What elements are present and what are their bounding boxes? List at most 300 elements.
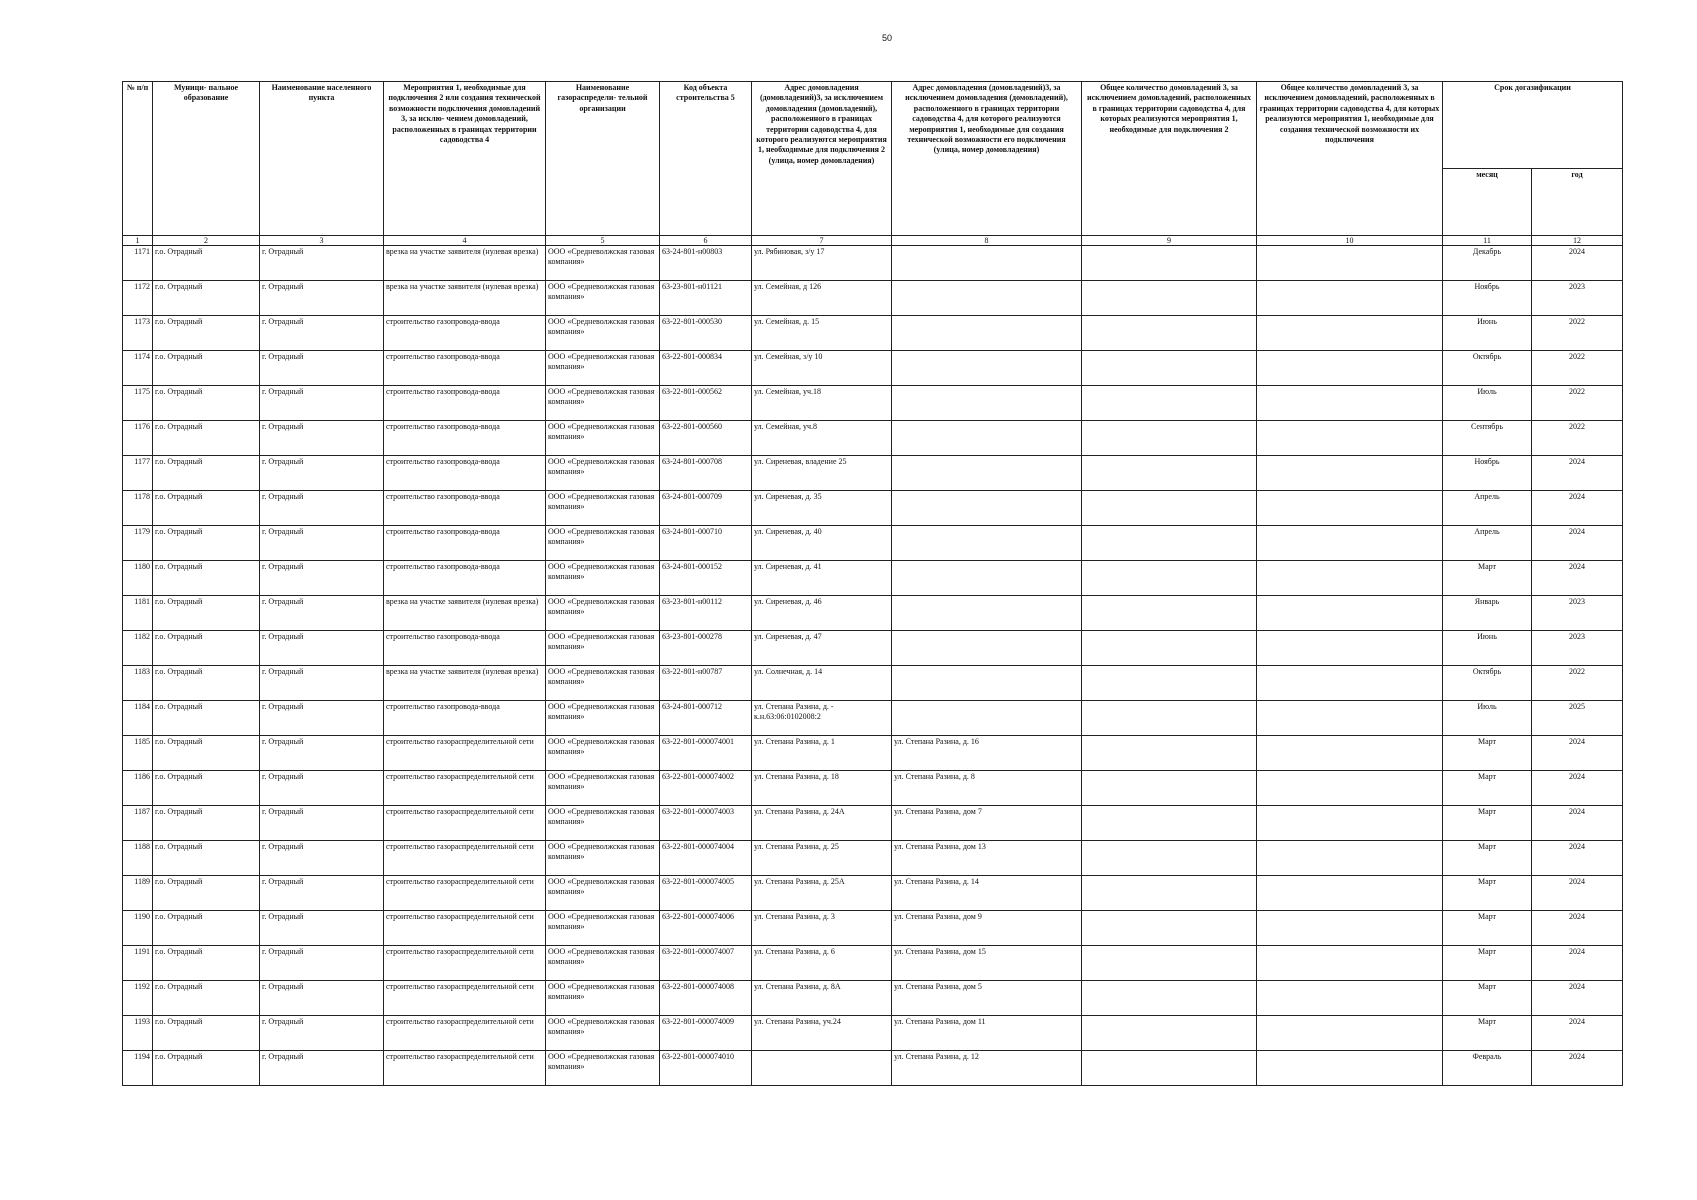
cell-month: Июль [1443,386,1532,421]
cell-measure: врезка на участке заявителя (нулевая врезка) [384,246,546,281]
cell-address-technical: ул. Степана Разина, д. 16 [892,736,1082,771]
cell-address-technical: ул. Степана Разина, дом 15 [892,946,1082,981]
cell-month: Сентябрь [1443,421,1532,456]
cell-count-technical [1257,351,1443,386]
cell-address-technical [892,491,1082,526]
cell-count-technical [1257,456,1443,491]
cell-settlement: г. Отрадный [260,841,384,876]
cell-address-connection: ул. Семейная, уч.8 [752,421,892,456]
cell-object-code: 63-22-801-000074010 [660,1051,752,1086]
table-row [123,806,1623,841]
cell-settlement: г. Отрадный [260,456,384,491]
cell-row-number: 1176 [123,421,153,456]
cell-month: Июнь [1443,631,1532,666]
cell-measure: строительство газораспределительной сети [384,806,546,841]
cell-settlement: г. Отрадный [260,806,384,841]
cell-settlement: г. Отрадный [260,981,384,1016]
cell-address-technical [892,316,1082,351]
cell-year: 2024 [1532,246,1623,281]
cell-row-number: 1171 [123,246,153,281]
cell-settlement: г. Отрадный [260,701,384,736]
cell-object-code: 63-22-801-000074001 [660,736,752,771]
table-row [123,771,1623,806]
cell-count-technical [1257,596,1443,631]
column-number: 3 [260,236,384,246]
cell-address-technical: ул. Степана Разина, дом 13 [892,841,1082,876]
cell-row-number: 1174 [123,351,153,386]
cell-count-technical [1257,946,1443,981]
cell-count-technical [1257,841,1443,876]
cell-organization: ООО «Средневолжская газовая компания» [546,1051,660,1086]
cell-row-number: 1194 [123,1051,153,1086]
cell-object-code: 63-22-801-000074003 [660,806,752,841]
cell-municipality: г.о. Отрадный [153,456,260,491]
cell-measure: строительство газопровода-ввода [384,631,546,666]
cell-address-connection: ул. Сиреневая, д. 35 [752,491,892,526]
cell-row-number: 1189 [123,876,153,911]
table-row [123,981,1623,1016]
cell-count-technical [1257,666,1443,701]
cell-year: 2024 [1532,1016,1623,1051]
cell-address-technical [892,386,1082,421]
cell-count-connection [1082,1016,1257,1051]
cell-month: Ноябрь [1443,456,1532,491]
cell-address-connection: ул. Сиреневая, д. 46 [752,596,892,631]
cell-month: Март [1443,736,1532,771]
cell-address-technical [892,561,1082,596]
cell-count-connection [1082,491,1257,526]
cell-address-connection: ул. Степана Разина, д. 1 [752,736,892,771]
cell-count-connection [1082,666,1257,701]
cell-month: Апрель [1443,526,1532,561]
header-settlement: Наименование населенного пункта [260,82,384,236]
header-count-connection: Общее количество домовладений 3, за исключением домовладений, расположенных в границах территории садоводства 4, для которых реализуются мероприятия 1, необходимые для подключения 2 [1082,82,1257,236]
cell-row-number: 1192 [123,981,153,1016]
cell-measure: строительство газопровода-ввода [384,701,546,736]
cell-object-code: 63-24-801-000710 [660,526,752,561]
cell-organization: ООО «Средневолжская газовая компания» [546,561,660,596]
cell-address-connection: ул. Сиреневая, д. 41 [752,561,892,596]
cell-count-technical [1257,526,1443,561]
cell-measure: строительство газопровода-ввода [384,351,546,386]
cell-municipality: г.о. Отрадный [153,351,260,386]
cell-settlement: г. Отрадный [260,771,384,806]
cell-month: Март [1443,806,1532,841]
cell-row-number: 1190 [123,911,153,946]
cell-count-technical [1257,981,1443,1016]
cell-address-connection: ул. Степана Разина, уч.24 [752,1016,892,1051]
cell-organization: ООО «Средневолжская газовая компания» [546,281,660,316]
cell-address-connection: ул. Степана Разина, д. 24А [752,806,892,841]
cell-address-technical [892,701,1082,736]
cell-settlement: г. Отрадный [260,1051,384,1086]
cell-month: Март [1443,946,1532,981]
cell-row-number: 1180 [123,561,153,596]
cell-organization: ООО «Средневолжская газовая компания» [546,596,660,631]
cell-municipality: г.о. Отрадный [153,491,260,526]
cell-address-technical: ул. Степана Разина, д. 8 [892,771,1082,806]
table-row [123,561,1623,596]
table-row [123,736,1623,771]
table-header [123,82,1623,246]
cell-year: 2023 [1532,631,1623,666]
cell-address-technical: ул. Степана Разина, д. 12 [892,1051,1082,1086]
cell-address-technical [892,526,1082,561]
cell-year: 2024 [1532,491,1623,526]
cell-count-connection [1082,351,1257,386]
cell-address-connection: ул. Семейная, уч.18 [752,386,892,421]
cell-measure: строительство газопровода-ввода [384,421,546,456]
cell-count-connection [1082,596,1257,631]
cell-address-technical [892,596,1082,631]
cell-count-technical [1257,631,1443,666]
cell-organization: ООО «Средневолжская газовая компания» [546,491,660,526]
column-number: 10 [1257,236,1443,246]
cell-address-technical: ул. Степана Разина, д. 14 [892,876,1082,911]
cell-month: Апрель [1443,491,1532,526]
cell-address-connection: ул. Степана Разина, д. 6 [752,946,892,981]
table-row [123,491,1623,526]
cell-measure: строительство газораспределительной сети [384,736,546,771]
cell-address-technical [892,246,1082,281]
cell-count-connection [1082,876,1257,911]
page-number: 50 [881,33,892,43]
cell-row-number: 1183 [123,666,153,701]
cell-address-technical [892,281,1082,316]
cell-settlement: г. Отрадный [260,421,384,456]
cell-municipality: г.о. Отрадный [153,526,260,561]
cell-address-connection: ул. Семейная, д. 15 [752,316,892,351]
cell-count-connection [1082,701,1257,736]
cell-year: 2022 [1532,316,1623,351]
cell-address-connection: ул. Сиреневая, д. 47 [752,631,892,666]
cell-row-number: 1177 [123,456,153,491]
cell-year: 2024 [1532,456,1623,491]
table-row [123,316,1623,351]
cell-municipality: г.о. Отрадный [153,806,260,841]
cell-count-connection [1082,631,1257,666]
cell-organization: ООО «Средневолжская газовая компания» [546,246,660,281]
cell-year: 2024 [1532,806,1623,841]
cell-object-code: 63-22-801-000562 [660,386,752,421]
cell-address-connection: ул. Степана Разина, д. - к.н.63:06:0102008:2 [752,701,892,736]
cell-object-code: 63-22-801-000074004 [660,841,752,876]
cell-organization: ООО «Средневолжская газовая компания» [546,701,660,736]
cell-measure: врезка на участке заявителя (нулевая врезка) [384,666,546,701]
cell-organization: ООО «Средневолжская газовая компания» [546,421,660,456]
cell-municipality: г.о. Отрадный [153,316,260,351]
cell-count-technical [1257,561,1443,596]
cell-row-number: 1181 [123,596,153,631]
cell-year: 2024 [1532,561,1623,596]
cell-month: Март [1443,1016,1532,1051]
table-row [123,876,1623,911]
cell-object-code: 63-22-801-000074002 [660,771,752,806]
cell-measure: строительство газораспределительной сети [384,946,546,981]
column-number: 6 [660,236,752,246]
cell-municipality: г.о. Отрадный [153,666,260,701]
cell-measure: строительство газораспределительной сети [384,876,546,911]
cell-object-code: 63-23-801-н00112 [660,596,752,631]
cell-year: 2022 [1532,351,1623,386]
header-address-connection: Адрес домовладения (домовладений)3, за исключением домовладения (домовладений), расположенного в границах территории садоводства 4, для которого реализуются мероприятия 1, необходимые для подключения 2 (улица, номер домовладения) [752,82,892,236]
cell-year: 2024 [1532,981,1623,1016]
cell-count-connection [1082,911,1257,946]
column-number: 9 [1082,236,1257,246]
cell-municipality: г.о. Отрадный [153,631,260,666]
cell-municipality: г.о. Отрадный [153,876,260,911]
cell-measure: строительство газопровода-ввода [384,386,546,421]
cell-count-technical [1257,246,1443,281]
cell-object-code: 63-22-801-н00787 [660,666,752,701]
cell-month: Февраль [1443,1051,1532,1086]
cell-settlement: г. Отрадный [260,246,384,281]
column-number: 1 [123,236,153,246]
cell-organization: ООО «Средневолжская газовая компания» [546,386,660,421]
cell-measure: врезка на участке заявителя (нулевая врезка) [384,596,546,631]
cell-municipality: г.о. Отрадный [153,736,260,771]
cell-count-technical [1257,911,1443,946]
cell-count-technical [1257,806,1443,841]
cell-object-code: 63-22-801-000074008 [660,981,752,1016]
cell-object-code: 63-22-801-000530 [660,316,752,351]
cell-count-connection [1082,456,1257,491]
table-body [123,246,1623,1086]
column-number: 2 [153,236,260,246]
cell-address-technical [892,421,1082,456]
cell-count-connection [1082,526,1257,561]
cell-settlement: г. Отрадный [260,351,384,386]
cell-address-technical: ул. Степана Разина, дом 9 [892,911,1082,946]
cell-organization: ООО «Средневолжская газовая компания» [546,841,660,876]
table-row [123,421,1623,456]
cell-measure: строительство газораспределительной сети [384,911,546,946]
cell-count-technical [1257,876,1443,911]
cell-address-technical [892,666,1082,701]
table-row [123,456,1623,491]
cell-row-number: 1173 [123,316,153,351]
cell-object-code: 63-24-801-000152 [660,561,752,596]
column-number: 12 [1532,236,1623,246]
cell-organization: ООО «Средневолжская газовая компания» [546,316,660,351]
cell-address-connection: ул. Степана Разина, д. 3 [752,911,892,946]
cell-measure: врезка на участке заявителя (нулевая врезка) [384,281,546,316]
cell-organization: ООО «Средневолжская газовая компания» [546,981,660,1016]
table-row [123,386,1623,421]
cell-object-code: 63-22-801-000834 [660,351,752,386]
cell-row-number: 1179 [123,526,153,561]
cell-address-connection: ул. Сиреневая, д. 40 [752,526,892,561]
cell-measure: строительство газораспределительной сети [384,981,546,1016]
cell-address-technical [892,351,1082,386]
cell-count-connection [1082,771,1257,806]
cell-year: 2024 [1532,876,1623,911]
cell-year: 2023 [1532,596,1623,631]
cell-year: 2024 [1532,526,1623,561]
cell-settlement: г. Отрадный [260,491,384,526]
cell-count-technical [1257,281,1443,316]
header-organization: Наименование газораспредели- тельной организации [546,82,660,236]
header-count-technical: Общее количество домовладений 3, за исключением домовладений, расположенных в границах территории садоводства 4, для которых реализуются мероприятия 1, необходимые для создания технической возможности их подключения [1257,82,1443,236]
cell-count-technical [1257,421,1443,456]
cell-row-number: 1188 [123,841,153,876]
cell-municipality: г.о. Отрадный [153,596,260,631]
cell-object-code: 63-23-801-н01121 [660,281,752,316]
cell-municipality: г.о. Отрадный [153,981,260,1016]
cell-object-code: 63-22-801-000560 [660,421,752,456]
cell-organization: ООО «Средневолжская газовая компания» [546,736,660,771]
cell-municipality: г.о. Отрадный [153,281,260,316]
header-year: год [1532,169,1623,236]
cell-object-code: 63-24-801-н00803 [660,246,752,281]
cell-measure: строительство газораспределительной сети [384,771,546,806]
cell-month: Декабрь [1443,246,1532,281]
cell-row-number: 1185 [123,736,153,771]
cell-organization: ООО «Средневолжская газовая компания» [546,1016,660,1051]
header-object-code: Код объекта строительства 5 [660,82,752,236]
cell-count-connection [1082,246,1257,281]
cell-organization: ООО «Средневолжская газовая компания» [546,526,660,561]
cell-year: 2024 [1532,1051,1623,1086]
cell-measure: строительство газопровода-ввода [384,491,546,526]
cell-municipality: г.о. Отрадный [153,421,260,456]
cell-settlement: г. Отрадный [260,946,384,981]
cell-count-technical [1257,316,1443,351]
cell-municipality: г.о. Отрадный [153,841,260,876]
table-row [123,1051,1623,1086]
cell-measure: строительство газораспределительной сети [384,1051,546,1086]
cell-month: Март [1443,841,1532,876]
cell-year: 2024 [1532,946,1623,981]
cell-settlement: г. Отрадный [260,736,384,771]
header-address-technical: Адрес домовладения (домовладений)3, за исключением домовладения (домовладений), расположенного в границах территории садоводства 4, для которого реализуются мероприятия 1, необходимые для создания технической возможности его подключения (улица, номер домовладения) [892,82,1082,236]
column-number: 5 [546,236,660,246]
cell-address-connection: ул. Степана Разина, д. 18 [752,771,892,806]
cell-object-code: 63-24-801-000709 [660,491,752,526]
table-row [123,911,1623,946]
cell-count-connection [1082,841,1257,876]
cell-object-code: 63-23-801-000278 [660,631,752,666]
table-row [123,281,1623,316]
cell-count-technical [1257,771,1443,806]
cell-address-technical: ул. Степана Разина, дом 5 [892,981,1082,1016]
table-row [123,526,1623,561]
cell-count-technical [1257,701,1443,736]
cell-object-code: 63-22-801-000074005 [660,876,752,911]
cell-count-connection [1082,421,1257,456]
cell-municipality: г.о. Отрадный [153,386,260,421]
cell-count-connection [1082,1051,1257,1086]
cell-year: 2022 [1532,386,1623,421]
cell-month: Март [1443,981,1532,1016]
cell-year: 2025 [1532,701,1623,736]
cell-year: 2023 [1532,281,1623,316]
cell-organization: ООО «Средневолжская газовая компания» [546,876,660,911]
table-row [123,701,1623,736]
cell-municipality: г.о. Отрадный [153,1051,260,1086]
cell-object-code: 63-22-801-000074006 [660,911,752,946]
cell-municipality: г.о. Отрадный [153,911,260,946]
cell-municipality: г.о. Отрадный [153,771,260,806]
cell-object-code: 63-22-801-000074007 [660,946,752,981]
cell-organization: ООО «Средневолжская газовая компания» [546,631,660,666]
cell-month: Октябрь [1443,666,1532,701]
cell-organization: ООО «Средневолжская газовая компания» [546,806,660,841]
cell-organization: ООО «Средневолжская газовая компания» [546,911,660,946]
cell-settlement: г. Отрадный [260,526,384,561]
cell-row-number: 1172 [123,281,153,316]
cell-month: Январь [1443,596,1532,631]
cell-object-code: 63-22-801-000074009 [660,1016,752,1051]
header-measures: Мероприятия 1, необходимые для подключения 2 или создания технической возможности подключения домовладений 3, за исклю- чением домовладений, расположенных в границах территории садоводства 4 [384,82,546,236]
cell-address-technical: ул. Степана Разина, дом 7 [892,806,1082,841]
cell-measure: строительство газораспределительной сети [384,841,546,876]
cell-month: Март [1443,911,1532,946]
cell-organization: ООО «Средневолжская газовая компания» [546,666,660,701]
cell-row-number: 1184 [123,701,153,736]
header-num: № п/п [123,82,153,236]
table-row [123,351,1623,386]
cell-month: Ноябрь [1443,281,1532,316]
cell-row-number: 1186 [123,771,153,806]
cell-settlement: г. Отрадный [260,561,384,596]
cell-address-connection: ул. Семейная, д 126 [752,281,892,316]
cell-count-technical [1257,1051,1443,1086]
header-month: месяц [1443,169,1532,236]
table-row [123,596,1623,631]
cell-row-number: 1178 [123,491,153,526]
cell-month: Март [1443,876,1532,911]
cell-year: 2022 [1532,666,1623,701]
cell-year: 2024 [1532,771,1623,806]
cell-settlement: г. Отрадный [260,316,384,351]
cell-settlement: г. Отрадный [260,386,384,421]
cell-object-code: 63-24-801-000712 [660,701,752,736]
cell-municipality: г.о. Отрадный [153,561,260,596]
cell-count-connection [1082,981,1257,1016]
cell-municipality: г.о. Отрадный [153,946,260,981]
column-number: 4 [384,236,546,246]
cell-measure: строительство газопровода-ввода [384,526,546,561]
cell-address-connection: ул. Степана Разина, д. 25 [752,841,892,876]
cell-address-technical [892,456,1082,491]
cell-count-connection [1082,806,1257,841]
cell-settlement: г. Отрадный [260,596,384,631]
cell-municipality: г.о. Отрадный [153,246,260,281]
cell-count-connection [1082,316,1257,351]
cell-row-number: 1175 [123,386,153,421]
cell-count-connection [1082,386,1257,421]
cell-year: 2024 [1532,736,1623,771]
cell-month: Март [1443,561,1532,596]
cell-address-connection: ул. Рябиновая, з/у 17 [752,246,892,281]
cell-count-connection [1082,561,1257,596]
cell-settlement: г. Отрадный [260,911,384,946]
cell-count-technical [1257,736,1443,771]
cell-count-technical [1257,386,1443,421]
cell-row-number: 1182 [123,631,153,666]
cell-measure: строительство газопровода-ввода [384,456,546,491]
cell-address-technical: ул. Степана Разина, дом 11 [892,1016,1082,1051]
cell-address-connection: ул. Степана Разина, д. 8А [752,981,892,1016]
cell-month: Октябрь [1443,351,1532,386]
cell-object-code: 63-24-801-000708 [660,456,752,491]
cell-measure: строительство газопровода-ввода [384,561,546,596]
cell-settlement: г. Отрадный [260,666,384,701]
cell-row-number: 1187 [123,806,153,841]
cell-address-technical [892,631,1082,666]
gasification-table [122,81,1623,1086]
